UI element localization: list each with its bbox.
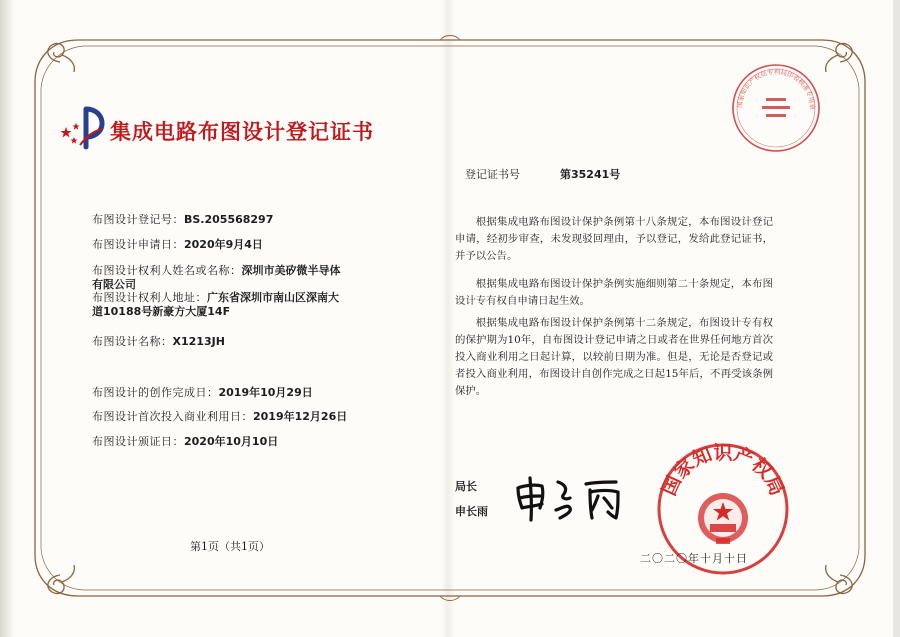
paragraph-2: 根据集成电路布图设计保护条例实施细则第二十条规定，本布图设计专有权自申请日起生效。 [455,278,773,307]
field-label: 布图设计权利人地址： [92,291,207,304]
field-value: 2020年9月4日 [184,238,263,251]
director-title: 局长 [455,480,477,493]
seal-text: 国家知识产权局 [658,441,788,499]
field-registration-no [92,213,273,227]
field-value: 广东省深圳市南山区深南大 [207,291,339,304]
field-commercial-use-date [92,410,347,424]
field-label: 布图设计颁证日： [92,435,184,448]
registration-value: 第35241号 [560,168,621,181]
certificate-title: 集成电路布图设计登记证书 [110,119,374,144]
field-issue-date [92,435,278,449]
field-value: 2019年12月26日 [253,410,348,423]
field-value: 深圳市美矽微半导体 [241,264,341,277]
field-value: 2020年10月10日 [184,435,279,448]
field-owner-name [92,264,341,278]
field-creation-date [92,386,313,400]
field-owner-name-cont [92,278,136,292]
field-owner-address-cont [92,305,230,319]
field-value: BS.205568297 [184,213,274,226]
field-label: 布图设计登记号： [92,213,184,226]
field-value: 2019年10月29日 [218,386,313,399]
issue-date-chinese: 二〇二〇年十月十日 [640,552,748,565]
field-label: 布图设计名称： [92,335,173,348]
field-label: 布图设计权利人姓名或名称： [92,264,242,277]
director-name: 申长雨 [455,505,488,518]
small-stamp-text: 国家知识产权局专利局印表核准专用章 [735,67,817,111]
director-signature [512,474,630,522]
paragraph-3: 根据集成电路布图设计保护条例第十二条规定，布图设计专有权的保护期为10年，自布图设计登记申请之日或者在世界任何地方首次投入商业利用之日起计算，以较前日期为准。但是，无论是否登记或者投入商业利用，布图设计自创作完成之日起15年后，不再受该条例保护。 [455,317,773,397]
field-owner-address [92,291,339,305]
field-label: 布图设计的创作完成日： [92,386,219,399]
paragraph-1: 根据集成电路布图设计保护条例第十八条规定，本布图设计登记申请，经初步审查，未发现驳回理由，予以登记，发给此登记证书，并予以公告。 [455,216,773,262]
field-label: 布图设计申请日： [92,238,184,251]
registration-label: 登记证书号 [465,168,520,181]
field-value-continued: 道10188号新豪方大厦14F [92,305,231,318]
national-emblem-icon [698,493,748,544]
cnipa-logo [58,105,110,151]
field-value: X1213JH [172,335,225,348]
field-application-date [92,238,263,252]
field-value-continued: 有限公司 [92,278,136,291]
small-stamp [728,60,824,156]
field-design-name [92,335,225,349]
page-number: 第1页（共1页） [190,540,270,553]
field-label: 布图设计首次投入商业利用日： [92,410,253,423]
registration-number [465,168,620,182]
